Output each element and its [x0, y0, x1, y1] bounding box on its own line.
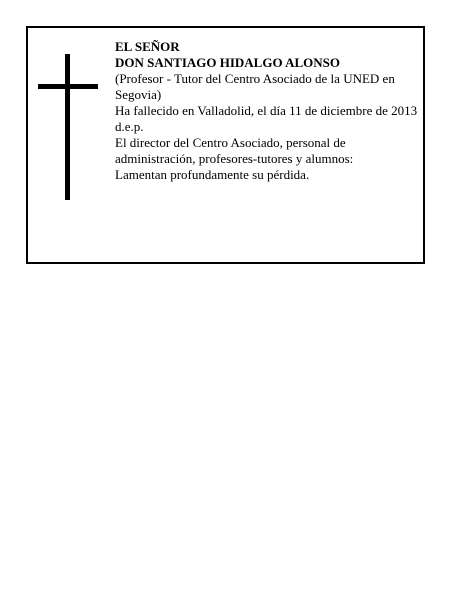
- condolence-text: Lamentan profundamente su pérdida.: [115, 167, 310, 182]
- latin-cross-icon: [38, 54, 98, 200]
- notice-title: EL SEÑOR: [115, 39, 180, 54]
- deceased-name: DON SANTIAGO HIDALGO ALONSO: [115, 55, 341, 70]
- rip-text: d.e.p.: [115, 119, 144, 134]
- cross-horizontal-bar: [38, 84, 98, 89]
- deceased-role: (Profesor - Tutor del Centro Asociado de la UNED en Segovia): [115, 71, 395, 102]
- mourners-text: El director del Centro Asociado, personal de administración, profesores-tutores y alumnos:: [115, 135, 354, 166]
- death-statement: Ha fallecido en Valladolid, el día 11 de diciembre de 2013: [115, 103, 418, 118]
- cross-vertical-bar: [65, 54, 70, 200]
- obituary-notice: [26, 26, 425, 264]
- notice-text-block: [115, 39, 419, 183]
